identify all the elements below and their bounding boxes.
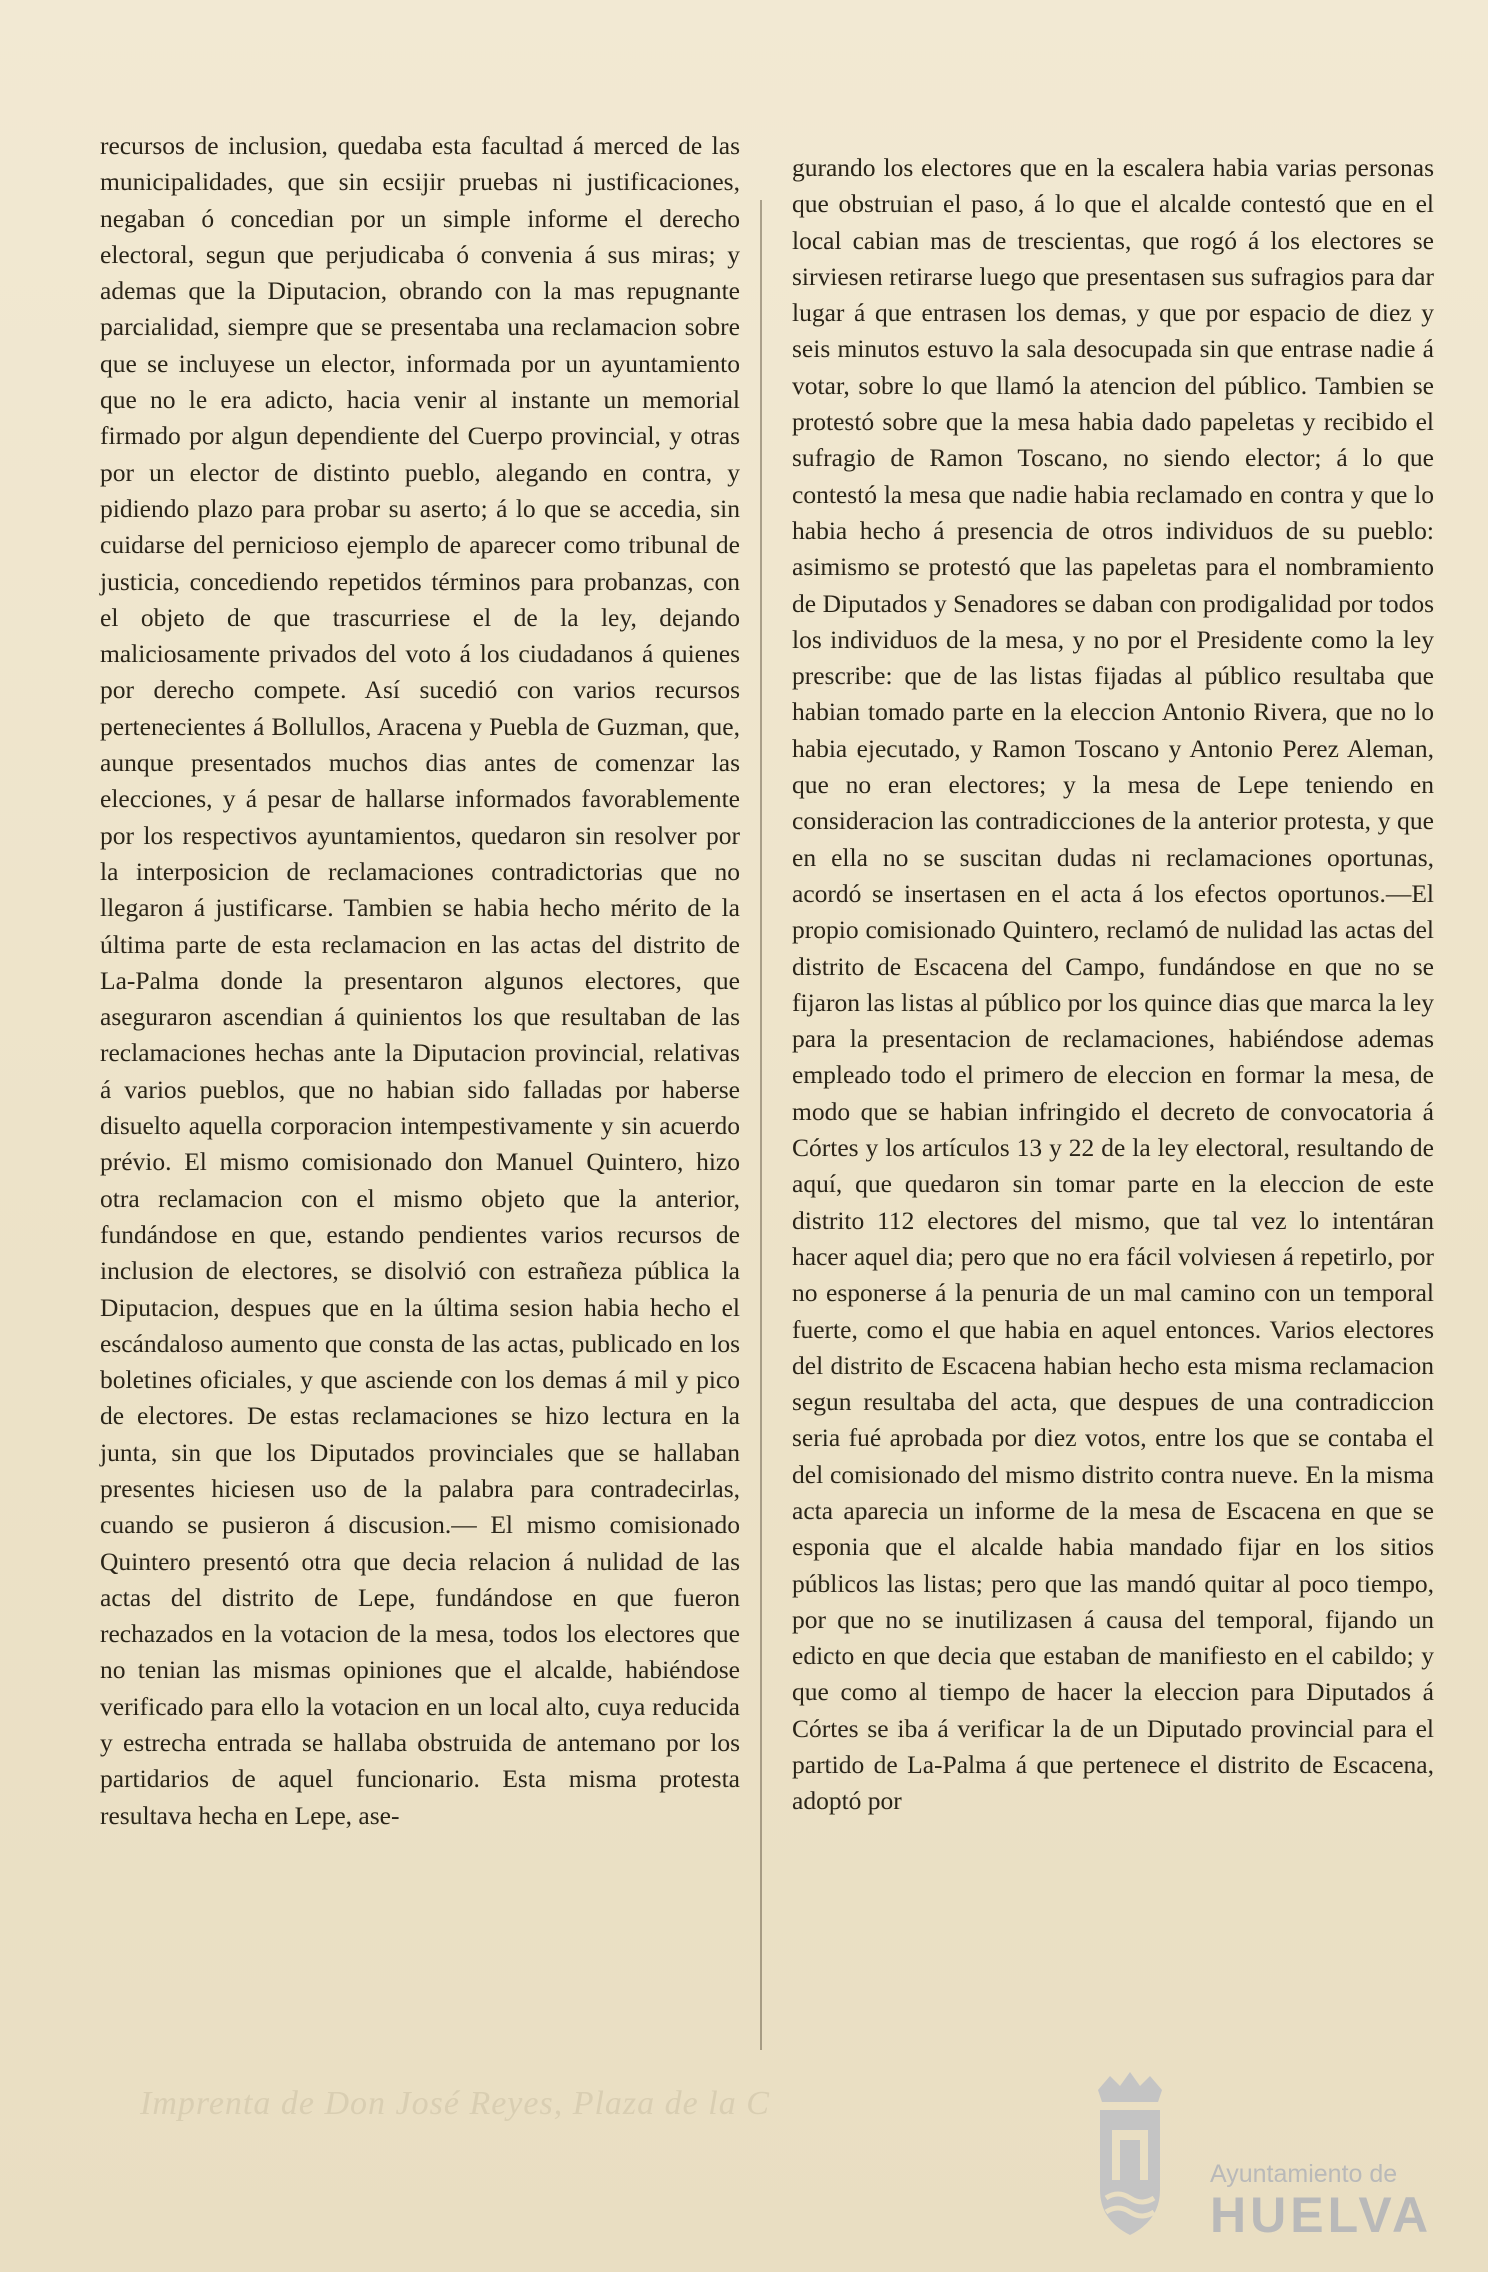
- left-text-column: [100, 128, 740, 1834]
- watermark-line1: Ayuntamiento de: [1210, 2160, 1398, 2188]
- column-divider: [760, 200, 762, 2050]
- bleed-through-text: Imprenta de Don José Reyes, Plaza de la C: [140, 2085, 770, 2122]
- right-column-text: gurando los electores que en la escalera habia varias personas que obstruian el paso, á lo que el alcalde contestó que en el local cabian mas de trescientas, que rogó á los electores se sirviesen retirarse luego que presentasen sus sufragios para dar lugar á que entrasen los demas, y que por espacio de diez y seis minutos estuvo la sala desocupada sin que entrase nadie á votar, sobre lo que llamó la atencion del público. Tambien se protestó sobre que la mesa habia dado papeletas y recibido el sufragio de Ramon Toscano, no siendo elector; á lo que contestó la mesa que nadie habia reclamado en contra y que lo habia hecho á presencia de otros individuos de su pueblo: asimismo se protestó que las papeletas para el nombramiento de Diputados y Senadores se daban con prodigalidad por todos los individuos de la mesa, y no por el Presidente como la ley prescribe: que de las listas fijadas al público resultaba que habian tomado parte en la eleccion Antonio Rivera, que no lo habia ejecutado, y Ramon Toscano y Antonio Perez Aleman, que no eran electores; y la mesa de Lepe teniendo en consideracion las contradicciones de la anterior protesta, y que en ella no se suscitan dudas ni reclamaciones oportunas, acordó se insertasen en el acta á los efectos oportunos.—El propio comisionado Quintero, reclamó de nulidad las actas del distrito de Escacena del Campo, fundándose en que no se fijaron las listas al público por los quince dias que marca la ley para la presentacion de reclamaciones, habiéndose ademas empleado todo el primero de eleccion en formar la mesa, de modo que se habian infringido el decreto de convocatoria á Córtes y los artículos 13 y 22 de la ley electoral, resultando de aquí, que quedaron sin tomar parte en la eleccion de este distrito 112 electores del mismo, que tal vez lo intentáran hacer aquel dia; pero que no era fácil volviesen á repetirlo, por no esponerse á la penuria de un mal camino con un temporal fuerte, como el que habia en aquel entonces. Varios electores del distrito de Escacena habian hecho esta misma reclamacion segun resultaba del acta, que despues de una contradiccion seria fué aprobada por diez votos, entre los que se contaba el del comisionado del mismo distrito contra nueve. En la misma acta aparecia un informe de la mesa de Escacena en que se esponia que el alcalde habia mandado fijar en los sitios públicos las listas; pero que las mandó quitar al poco tiempo, por que no se inutilizasen á causa del temporal, fijando un edicto en que decia que estaban de manifiesto en el cabildo; y que como al tiempo de hacer la eleccion para Diputados á Córtes se iba á verificar la de un Diputado provincial para el partido de La-Palma á que pertenece el distrito de Escacena, adoptó por: [792, 153, 1434, 1816]
- left-column-text: recursos de inclusion, quedaba esta facultad á merced de las municipalidades, que sin ecsijir pruebas ni justificaciones, negaban ó concedian por un simple informe el derecho electoral, segun que perjudicaba ó convenia á sus miras; y ademas que la Diputacion, obrando con la mas repugnante parcialidad, siempre que se presentaba una reclamacion sobre que se incluyese un elector, informada por un ayuntamiento que no le era adicto, hacia venir al instante un memorial firmado por algun dependiente del Cuerpo provincial, y otras por un elector de distinto pueblo, alegando en contra, y pidiendo plazo para probar su aserto; á lo que se accedia, sin cuidarse del pernicioso ejemplo de aparecer como tribunal de justicia, concediendo repetidos términos para probanzas, con el objeto de que trascurriese el de la ley, dejando maliciosamente privados del voto á los ciudadanos á quienes por derecho compete. Así sucedió con varios recursos pertenecientes á Bollullos, Aracena y Puebla de Guzman, que, aunque presentados muchos dias antes de comenzar las elecciones, y á pesar de hallarse informados favorablemente por los respectivos ayuntamientos, quedaron sin resolver por la interposicion de reclamaciones contradictorias que no llegaron á justificarse. Tambien se habia hecho mérito de la última parte de esta reclamacion en las actas del distrito de La-Palma donde la presentaron algunos electores, que aseguraron ascendian á quinientos los que resultaban de las reclamaciones hechas ante la Diputacion provincial, relativas á varios pueblos, que no habian sido falladas por haberse disuelto aquella corporacion intempestivamente y sin acuerdo prévio. El mismo comisionado don Manuel Quintero, hizo otra reclamacion con el mismo objeto que la anterior, fundándose en que, estando pendientes varios recursos de inclusion de electores, se disolvió con estrañeza pública la Diputacion, despues que en la última sesion habia hecho el escándaloso aumento que consta de las actas, publicado en los boletines oficiales, y que asciende con los demas á mil y pico de electores. De estas reclamaciones se hizo lectura en la junta, sin que los Diputados provinciales que se hallaban presentes hiciesen uso de la palabra para contradecirlas, cuando se pusieron á discusion.— El mismo comisionado Quintero presentó otra que decia relacion á nulidad de las actas del distrito de Lepe, fundándose en que fueron rechazados en la votacion de la mesa, todos los electores que no tenian las mismas opiniones que el alcalde, habiéndose verificado para ello la votacion en un local alto, cuya reducida y estrecha entrada se hallaba obstruida de antemano por los partidarios de aquel funcionario. Esta misma protesta resultava hecha en Lepe, ase-: [100, 131, 740, 1830]
- watermark-line2: HUELVA: [1210, 2187, 1433, 2243]
- archive-watermark: [1090, 2060, 1433, 2260]
- right-text-column: [792, 150, 1434, 1820]
- coat-of-arms-icon: [1090, 2070, 1170, 2240]
